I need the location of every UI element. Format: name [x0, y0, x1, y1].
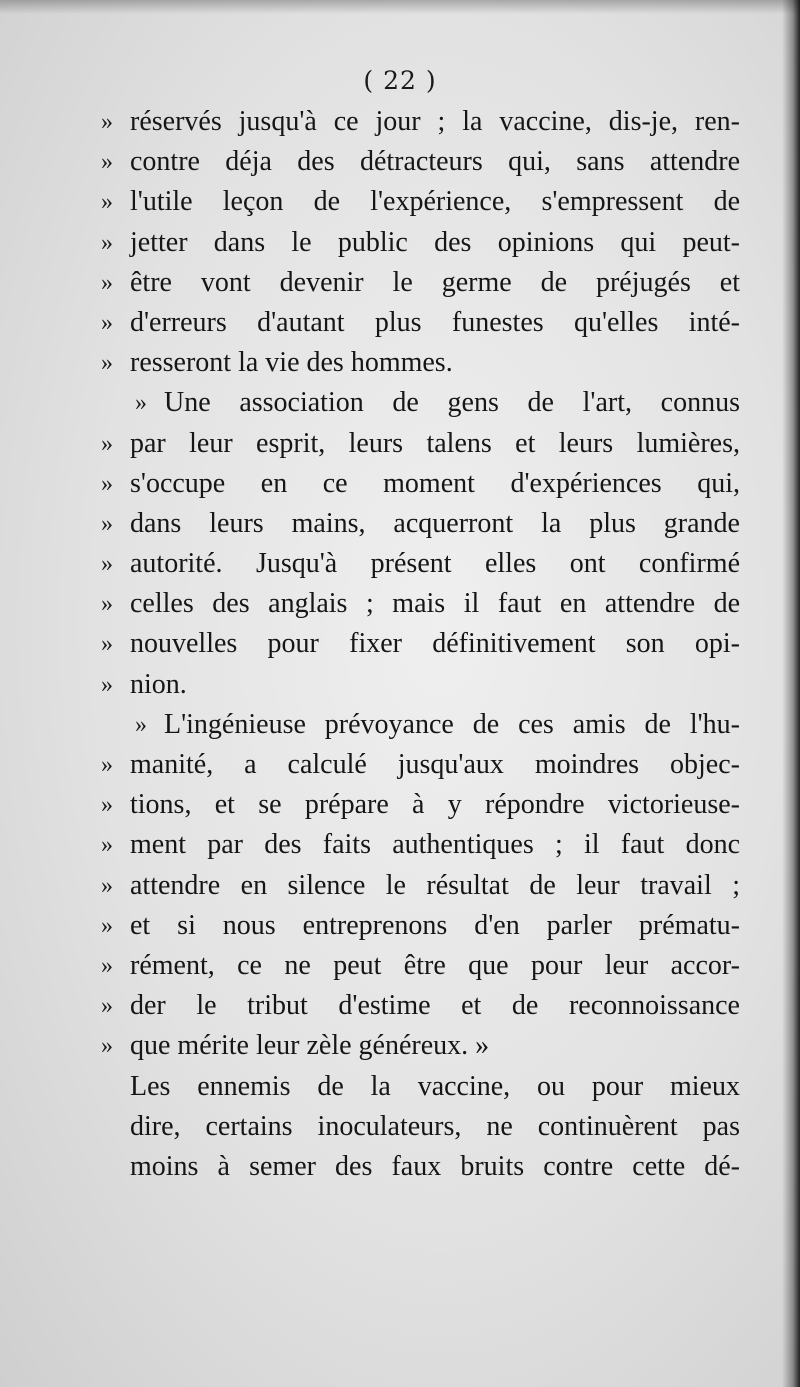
quote-mark: » [101, 832, 113, 859]
line-text: d'erreurs d'autant plus funestes qu'elles inté- [130, 306, 740, 338]
scan-shadow-right [782, 0, 800, 1387]
quote-mark: » [101, 510, 113, 537]
line-text: Les ennemis de la vaccine, ou pour mieux [130, 1070, 740, 1102]
line-text: manité, a calculé jusqu'aux moindres objec- [130, 749, 740, 780]
text-line [70, 544, 740, 584]
line-text: attendre en silence le résultat de leur travail ; [130, 869, 740, 901]
quote-mark: » [101, 229, 113, 256]
scan-shadow-top [0, 0, 800, 14]
text-line [70, 785, 740, 825]
line-text: dire, certains inoculateurs, ne continuèrent pas [130, 1110, 740, 1142]
line-text: et si nous entreprenons d'en parler prématu- [130, 909, 740, 941]
quote-mark: » [135, 711, 147, 738]
line-text: tions, et se prépare à y répondre victorieuse- [130, 789, 740, 821]
line-text: réservés jusqu'à ce jour ; la vaccine, dis-je, ren- [130, 106, 740, 137]
line-text: nouvelles pour fixer définitivement son opi- [130, 628, 740, 660]
text-line [130, 1147, 740, 1187]
quote-mark: » [101, 109, 113, 135]
quote-mark: » [101, 551, 113, 578]
text-line [70, 142, 740, 182]
text-line [70, 303, 740, 343]
line-text: ment par des faits authentiques ; il faut donc [130, 829, 740, 861]
text-line [70, 906, 740, 946]
quote-mark: » [101, 591, 113, 618]
quote-mark: » [101, 149, 113, 176]
text-line [100, 1067, 740, 1107]
text-line [70, 986, 740, 1026]
quote-mark: » [135, 390, 147, 417]
quote-mark: » [101, 952, 113, 979]
quote-mark: » [101, 350, 113, 377]
line-text: s'occupe en ce moment d'expériences qui, [130, 467, 740, 499]
text-line [70, 946, 740, 986]
line-text: moins à semer des faux bruits contre cette dé- [130, 1150, 740, 1182]
line-text: contre déja des détracteurs qui, sans attendre [130, 146, 740, 178]
text-line [70, 866, 740, 906]
line-text: resseront la vie des hommes. [130, 347, 453, 379]
quote-mark: » [101, 1033, 113, 1060]
body-text [100, 102, 740, 1187]
quote-mark: » [101, 269, 113, 296]
line-text: autorité. Jusqu'à présent elles ont confirmé [130, 548, 740, 580]
text-line [70, 383, 740, 423]
line-text: l'utile leçon de l'expérience, s'empressent de [130, 186, 740, 218]
quote-mark: » [101, 872, 113, 899]
text-line [70, 624, 740, 664]
text-line [70, 263, 740, 303]
quote-mark: » [101, 309, 113, 336]
text-line [70, 705, 740, 745]
text-line [70, 665, 740, 705]
line-text: que mérite leur zèle généreux. » [130, 1030, 490, 1062]
text-line [130, 1107, 740, 1147]
line-text: nion. [130, 668, 187, 700]
text-line [70, 223, 740, 263]
text-line [70, 182, 740, 222]
quote-mark: » [101, 470, 113, 497]
text-line [70, 584, 740, 624]
text-line [70, 424, 740, 464]
line-text: celles des anglais ; mais il faut en attendre de [130, 588, 740, 620]
line-text: der le tribut d'estime et de reconnoissance [130, 990, 740, 1022]
quote-mark: » [101, 430, 113, 457]
text-line [70, 343, 740, 383]
line-text: L'ingénieuse prévoyance de ces amis de l'hu- [164, 708, 740, 740]
line-text: Une association de gens de l'art, connus [164, 387, 740, 419]
line-text: par leur esprit, leurs talens et leurs lumières, [130, 427, 740, 459]
quote-mark: » [101, 792, 113, 819]
quote-mark: » [101, 671, 113, 698]
text-line [70, 825, 740, 865]
quote-mark: » [101, 189, 113, 216]
quote-mark: » [101, 993, 113, 1020]
line-text: jetter dans le public des opinions qui peut- [130, 226, 740, 258]
quote-mark: » [101, 631, 113, 658]
text-line [70, 464, 740, 504]
text-line [70, 745, 740, 785]
text-line [70, 102, 740, 142]
text-line [70, 504, 740, 544]
quote-mark: » [101, 912, 113, 939]
line-text: être vont devenir le germe de préjugés et [130, 266, 740, 298]
text-line [70, 1026, 740, 1066]
quote-mark: » [101, 752, 113, 778]
line-text: dans leurs mains, acquerront la plus grande [130, 507, 740, 539]
page-number: ( 22 ) [363, 66, 437, 95]
line-text: rément, ce ne peut être que pour leur accor- [130, 949, 740, 981]
